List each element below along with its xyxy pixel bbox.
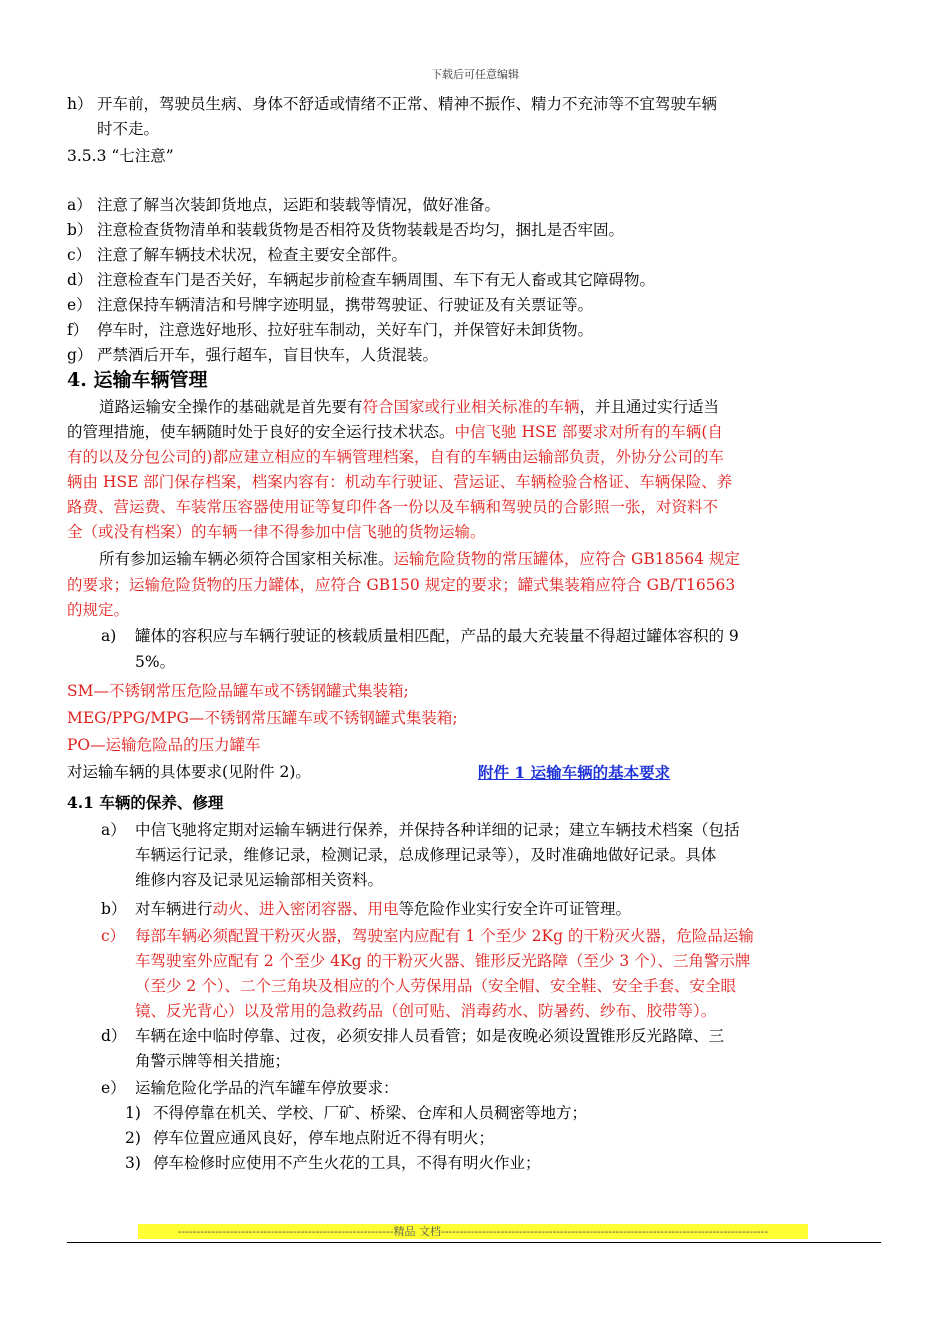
list-item-continuation: 时不走。 [97,120,160,138]
footer-divider [67,1242,881,1243]
paragraph-line: 全（或没有档案）的车辆一律不得参加中信飞驰的货物运输。 [67,523,486,541]
page-header: 下载后可任意编辑 [431,68,519,81]
list-item: a） 注意了解当次装卸货地点，运距和装载等情况，做好准备。 [67,196,501,214]
paragraph-line: 有的以及分包公司的)都应建立相应的车辆管理档案，自有的车辆由运输部负责，外协分公司的车 [67,448,725,466]
sub-list-item: 2) 停车位置应通风良好，停车地点附近不得有明火； [125,1129,495,1147]
list-item-continuation: （至少 2 个）、二个三角块及相应的个人劳保用品（安全帽、安全鞋、安全手套、安全眼 [135,977,736,995]
list-item: g） 严禁酒后开车，强行超车，盲目快车，人货混装。 [67,346,439,364]
paragraph-line: 路费、营运费、车装常压容器使用证等复印件各一份以及车辆和驾驶员的合影照一张，对资料不 [67,498,719,516]
list-item-continuation: 维修内容及记录见运输部相关资料。 [135,871,384,889]
definition-line: SM—不锈钢常压危险品罐车或不锈钢罐式集装箱; [67,682,409,700]
list-item: e） 注意保持车辆清洁和号牌字迹明显，携带驾驶证、行驶证及有关票证等。 [67,296,594,314]
paragraph-line: 所有参加运输车辆必须符合国家相关标准。运输危险货物的常压罐体，应符合 GB18564 规定 [99,550,740,568]
list-item: d） 车辆在途中临时停靠、过夜，必须安排人员看管；如是夜晚必须设置锥形反光路障、三 [101,1027,725,1045]
list-item: e） 运输危险化学品的汽车罐车停放要求： [101,1079,399,1097]
paragraph-line: 的要求；运输危险货物的压力罐体，应符合 GB150 规定的要求；罐式集装箱应符合 GB/T16563 [67,576,736,594]
list-item: a） 中信飞驰将定期对运输车辆进行保养，并保持各种详细的记录；建立车辆技术档案（包括 [101,821,740,839]
definition-line: MEG/PPG/MPG—不锈钢常压罐车或不锈钢罐式集装箱; [67,709,458,727]
list-item: c） 注意了解车辆技术状况，检查主要安全部件。 [67,246,408,264]
paragraph-line: 的规定。 [67,601,130,619]
sub-list-item: 1) 不得停靠在机关、学校、厂矿、桥梁、仓库和人员稠密等地方； [125,1104,588,1122]
list-item-continuation: 镜、反光背心）以及常用的急救药品（创可贴、消毒药水、防暑药、纱布、胶带等）。 [135,1002,717,1020]
paragraph-line: 的管理措施，使车辆随时处于良好的安全运行技术状态。中信飞驰 HSE 部要求对所有的车辆(自 [67,423,723,441]
paragraph-line: 道路运输安全操作的基础就是首先要有符合国家或行业相关标准的车辆，并且通过实行适当 [99,398,720,416]
list-item: d） 注意检查车门是否关好，车辆起步前检查车辆周围、车下有无人畜或其它障碍物。 [67,271,656,289]
list-item-continuation: 车驾驶室外应配有 2 个至少 4Kg 的干粉灭火器、锥形反光路障（至少 3 个）、三角警示牌 [135,952,751,970]
sub-list-item: 3) 停车检修时应使用不产生火花的工具，不得有明火作业； [125,1154,541,1172]
list-item-continuation: 角警示牌等相关措施； [135,1052,291,1070]
attachment-link[interactable]: 附件 1 运输车辆的基本要求 [478,763,671,782]
definition-line: PO—运输危险品的压力罐车 [67,736,261,754]
requirement-line: 对运输车辆的具体要求(见附件 2)。 [67,763,311,781]
list-item-continuation: 车辆运行记录，维修记录，检测记录，总成修理记录等），及时准确地做好记录。具体 [135,846,717,864]
list-item: b） 注意检查货物清单和装载货物是否相符及货物装载是否均匀，捆扎是否牢固。 [67,221,625,239]
list-item-continuation: 5%。 [135,653,176,671]
list-item: c） 每部车辆必须配置干粉灭火器，驾驶室内应配有 1 个至少 2Kg 的干粉灭火器，危险品运输 [101,927,754,945]
paragraph-line: 辆由 HSE 部门保存档案，档案内容有：机动车行驶证、营运证、车辆检验合格证、车辆保险、养 [67,473,733,491]
list-item: h） 开车前，驾驶员生病、身体不舒适或情绪不正常、精神不振作、精力不充沛等不宜驾驶车辆 [67,95,718,113]
list-item: f） 停车时，注意选好地形、拉好驻车制动，关好车门，并保管好未卸货物。 [67,321,594,339]
section-heading-4-1: 4.1 车辆的保养、修理 [67,793,224,812]
footer-banner: ----------------------------------------------------------精品 文档---------------------------------------------------------------------------------------- [138,1224,808,1239]
section-heading-353: 3.5.3 “七注意” [67,147,174,165]
list-item: b） 对车辆进行动火、进入密闭容器、用电等危险作业实行安全许可证管理。 [101,900,632,918]
list-item: a) 罐体的容积应与车辆行驶证的核载质量相匹配，产品的最大充装量不得超过罐体容积的 9 [101,627,739,645]
section-heading-4: 4. 运输车辆管理 [67,369,208,391]
